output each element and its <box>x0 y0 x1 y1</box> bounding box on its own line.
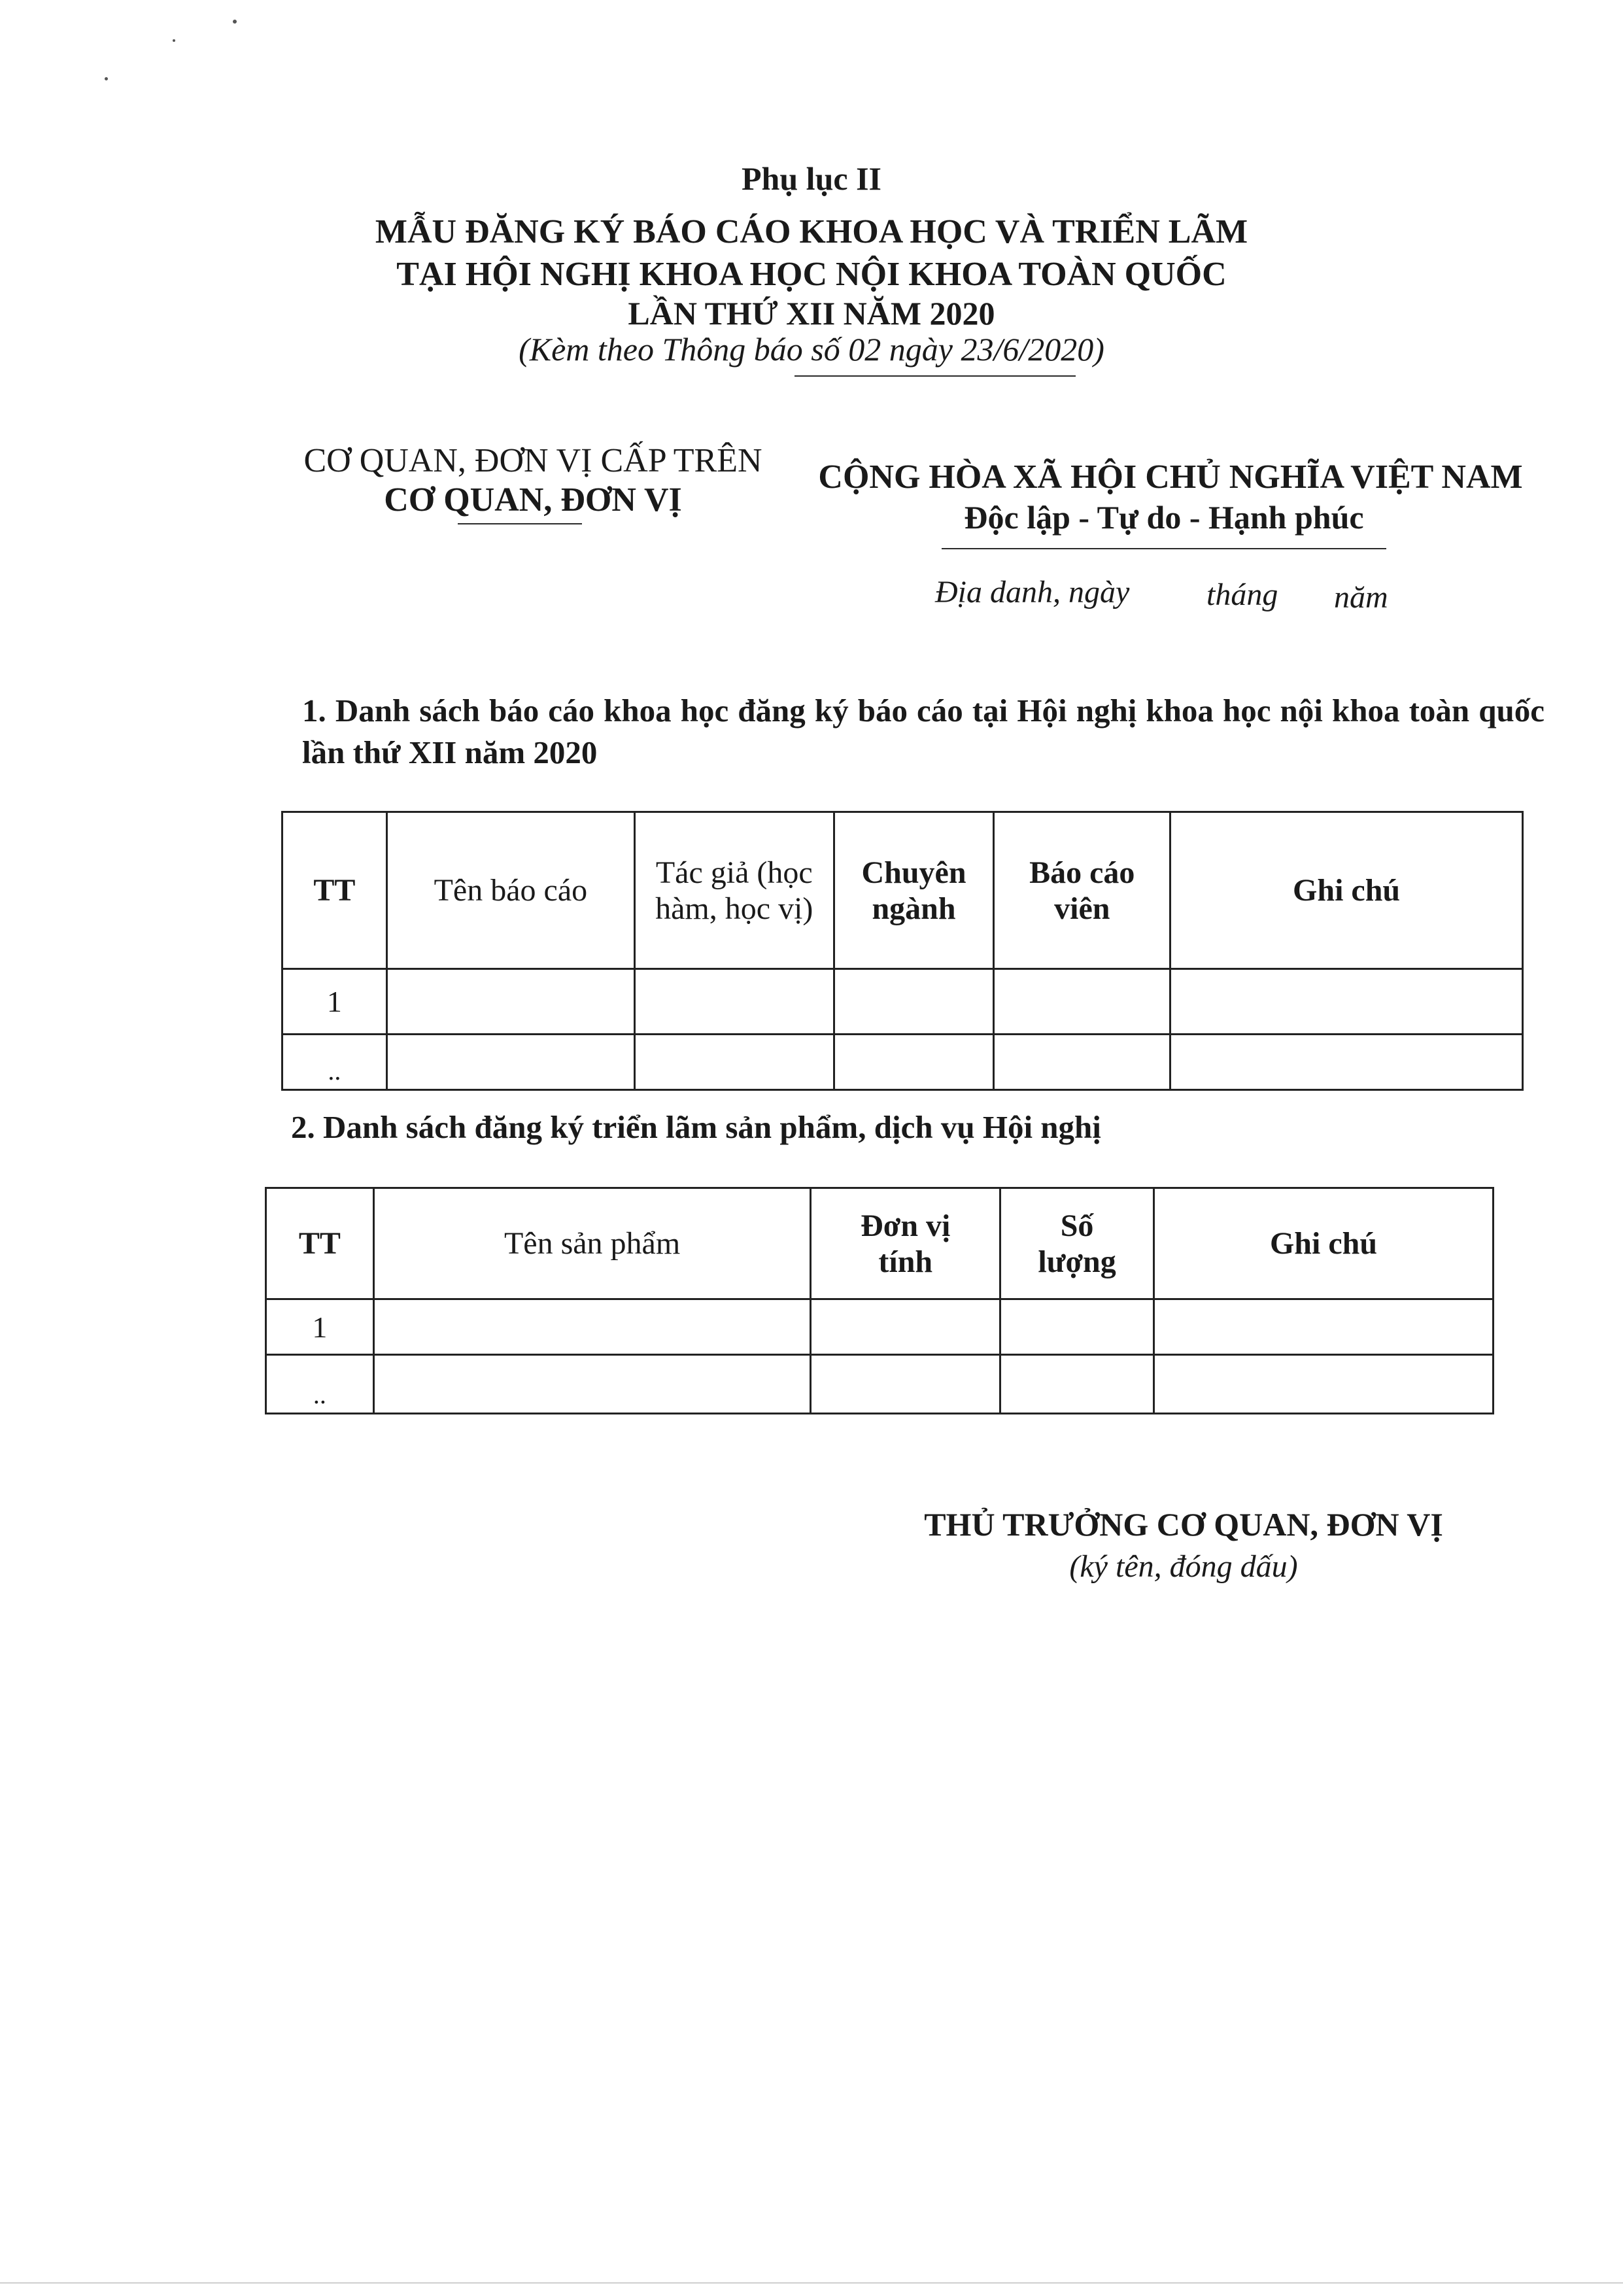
cell-tt[interactable]: .. <box>282 1035 387 1090</box>
form-title-line-3: LẦN THỨ XII NĂM 2020 <box>628 295 995 332</box>
table-header-row <box>266 1188 1494 1299</box>
column-header-notes: Ghi chú <box>1154 1188 1494 1299</box>
nation-motto: Độc lập - Tự do - Hạnh phúc <box>964 499 1364 536</box>
signature-note: (ký tên, đóng dấu) <box>1069 1549 1298 1584</box>
section-1-heading: 1. Danh sách báo cáo khoa học đăng ký báo cáo tại Hội nghị khoa học nội khoa toàn quốc lần thứ XII năm 2020 <box>302 693 1545 770</box>
cell-unit[interactable] <box>811 1355 1000 1414</box>
cell-tt[interactable]: 1 <box>282 969 387 1035</box>
scan-bottom-edge <box>0 2282 1623 2284</box>
cell-notes[interactable] <box>1170 969 1523 1035</box>
date-month: tháng <box>1206 577 1278 612</box>
title-underline <box>794 375 1076 377</box>
table-row <box>282 1035 1523 1090</box>
parent-org-label: CƠ QUAN, ĐƠN VỊ CẤP TRÊN <box>303 442 762 479</box>
form-title-line-1: MẪU ĐĂNG KÝ BÁO CÁO KHOA HỌC VÀ TRIỂN LÃM <box>375 213 1248 250</box>
cell-presenter[interactable] <box>994 969 1170 1035</box>
table-header-row <box>282 812 1523 969</box>
column-header-tt: TT <box>282 812 387 969</box>
column-header-unit: Đơn vị tính <box>811 1188 1000 1299</box>
column-header-tt: TT <box>266 1188 374 1299</box>
form-reference-note: (Kèm theo Thông báo số 02 ngày 23/6/2020) <box>519 331 1104 368</box>
cell-author[interactable] <box>634 1035 834 1090</box>
cell-notes[interactable] <box>1154 1355 1494 1414</box>
column-header-specialty: Chuyên ngành <box>834 812 994 969</box>
column-header-quantity: Số lượng <box>1000 1188 1154 1299</box>
cell-specialty[interactable] <box>834 1035 994 1090</box>
cell-product-name[interactable] <box>373 1299 811 1355</box>
cell-product-name[interactable] <box>373 1355 811 1414</box>
report-registration-table <box>281 811 1524 1091</box>
cell-unit[interactable] <box>811 1299 1000 1355</box>
cell-tt[interactable]: .. <box>266 1355 374 1414</box>
date-place-day: Địa danh, ngày <box>935 575 1130 609</box>
column-header-presenter: Báo cáo viên <box>994 812 1170 969</box>
column-header-report-name: Tên báo cáo <box>386 812 634 969</box>
cell-author[interactable] <box>634 969 834 1035</box>
org-unit-label: CƠ QUAN, ĐƠN VỊ <box>384 481 682 519</box>
cell-report-name[interactable] <box>386 1035 634 1090</box>
motto-underline <box>942 548 1386 549</box>
nation-name: CỘNG HÒA XÃ HỘI CHỦ NGHĨA VIỆT NAM <box>818 458 1523 496</box>
column-header-notes: Ghi chú <box>1170 812 1523 969</box>
cell-quantity[interactable] <box>1000 1355 1154 1414</box>
scan-speck <box>105 77 108 80</box>
date-year: năm <box>1334 580 1388 615</box>
signature-title: THỦ TRƯỞNG CƠ QUAN, ĐƠN VỊ <box>924 1506 1443 1543</box>
table-row <box>266 1355 1494 1414</box>
cell-quantity[interactable] <box>1000 1299 1154 1355</box>
section-2-heading: 2. Danh sách đăng ký triển lãm sản phẩm, dịch vụ Hội nghị <box>291 1109 1101 1145</box>
table-row <box>282 969 1523 1035</box>
author-header-text: Tác giả (học hàm, học vị) <box>655 855 813 926</box>
form-title-line-2: TẠI HỘI NGHỊ KHOA HỌC NỘI KHOA TOÀN QUỐC <box>396 256 1227 293</box>
column-header-author <box>634 812 834 969</box>
cell-notes[interactable] <box>1154 1299 1494 1355</box>
cell-notes[interactable] <box>1170 1035 1523 1090</box>
scan-speck <box>233 20 237 24</box>
cell-tt[interactable]: 1 <box>266 1299 374 1355</box>
cell-specialty[interactable] <box>834 969 994 1035</box>
cell-presenter[interactable] <box>994 1035 1170 1090</box>
table-row <box>266 1299 1494 1355</box>
column-header-product-name: Tên sản phẩm <box>373 1188 811 1299</box>
cell-report-name[interactable] <box>386 969 634 1035</box>
exhibition-registration-table <box>265 1187 1494 1414</box>
appendix-label: Phụ lục II <box>742 160 881 197</box>
scan-speck <box>173 39 175 42</box>
org-underline <box>458 523 582 524</box>
